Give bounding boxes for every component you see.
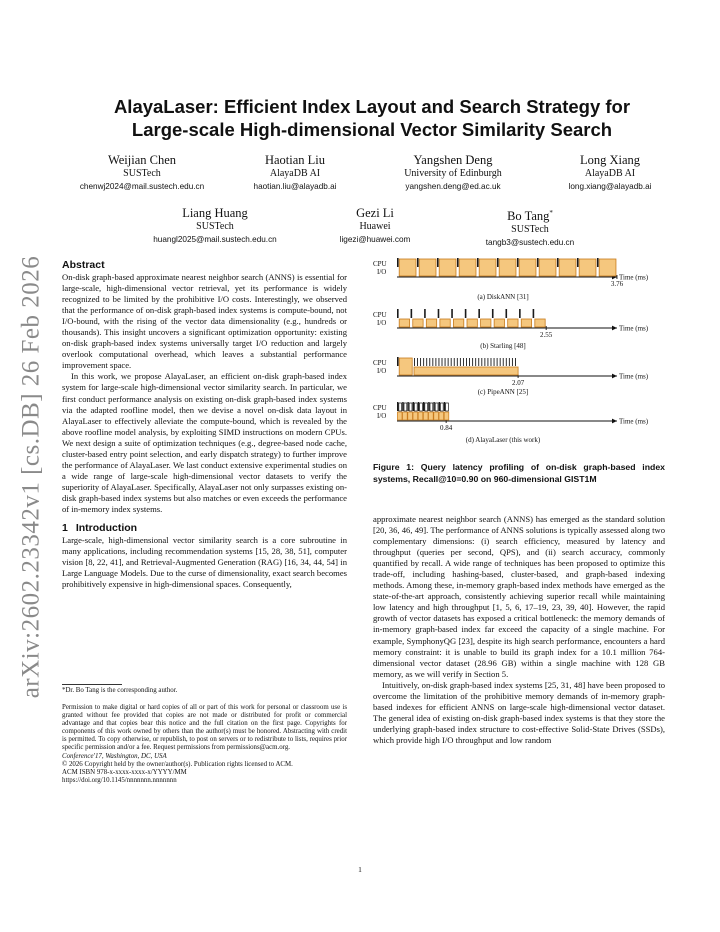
- latency-timeline-chart: [373, 256, 713, 456]
- cpu-compute-bar: [454, 358, 455, 366]
- cpu-compute-bar: [407, 402, 408, 411]
- cpu-compute-bar: [397, 258, 399, 267]
- cpu-compute-bar: [509, 358, 510, 366]
- title-line-1: AlayaLaser: Efficient Index Layout and Search Strategy for: [113, 96, 631, 117]
- io-block: [440, 319, 450, 327]
- abstract-paragraph-2: In this work, we propose AlayaLaser, an efficient on-disk graph-based index system for large-scale high-dimensional vector similarity search. In particular, we first conduct performance analysis on existing on-disk graph-based index systems via the adapted roofline model, then we devise a novel on-disk data layout in AlayaLaser to effectively alleviate the compute-bound, which is revealed by the above roofline model analysis, by exploiting SIMD instructions on modern CPUs. We next design a suite of optimization techniques (e.g., degree-based node cache, cluster-based entry point selection, and early dispatch strategy) to further improve the performance of AlayaLaser. We last conduct extensive experimental studies on a wide range of large-scale high-dimensional vector datasets to verify the superiority of AlayaLaser. Specifically, AlayaLaser not only surpasses existing on-disk graph-based index systems but also matches or even exceeds the performance of in-memory index systems.: [62, 371, 347, 514]
- io-block: [399, 319, 409, 327]
- author-block: [62, 153, 222, 193]
- io-block: [459, 259, 476, 276]
- cpu-compute-bar: [417, 358, 418, 366]
- io-block: [439, 412, 444, 420]
- io-block: [414, 367, 518, 375]
- doi-line: https://doi.org/10.1145/nnnnnnn.nnnnnnn: [62, 776, 177, 784]
- author-name: Yangshen Deng: [413, 153, 493, 167]
- author-block: [300, 206, 450, 249]
- io-block: [467, 319, 477, 327]
- author-name: Haotian Liu: [264, 153, 326, 167]
- author-name: Gezi Li: [356, 206, 394, 220]
- figure-caption: Figure 1: Query latency profiling of on-disk graph-based index systems, Recall@10=0.90 on 960-dimensional GIST1M: [373, 462, 665, 484]
- io-block: [599, 259, 616, 276]
- permission-block: [62, 704, 347, 785]
- axis-title: Time (ms): [619, 372, 649, 381]
- io-block: [494, 319, 504, 327]
- cpu-compute-slot: [446, 403, 449, 411]
- io-block: [413, 412, 418, 420]
- cpu-compute-bar: [420, 358, 421, 366]
- left-column: [62, 258, 347, 590]
- io-block: [499, 259, 516, 276]
- copyright-line: © 2026 Copyright held by the owner/author(s). Publication rights licensed to ACM.: [62, 760, 293, 768]
- cpu-compute-bar: [438, 358, 439, 366]
- author-email: tangb3@sustech.edu.cn: [485, 238, 575, 248]
- cpu-compute-slot: [399, 403, 402, 411]
- cpu-compute-bar: [500, 358, 501, 366]
- io-block: [508, 319, 518, 327]
- io-block: [481, 319, 491, 327]
- io-block: [521, 319, 531, 327]
- cpu-compute-bar: [451, 309, 453, 318]
- latency-value-label: 3.76: [610, 280, 624, 288]
- cpu-compute-bar: [417, 258, 419, 267]
- cpu-compute-bar: [445, 358, 446, 366]
- author-email: ligezi@huawei.com: [339, 235, 411, 244]
- author-email: yangshen.deng@ed.ac.uk: [405, 182, 501, 191]
- cpu-compute-bar: [469, 358, 470, 366]
- io-row-label: I/O: [377, 412, 387, 420]
- author-email: huangl2025@mail.sustech.edu.cn: [153, 235, 277, 244]
- cpu-compute-bar: [597, 258, 599, 267]
- cpu-row-label: CPU: [373, 359, 387, 367]
- author-row-1: [62, 153, 682, 193]
- cpu-row-label: CPU: [373, 404, 387, 412]
- right-paragraph-1: approximate nearest neighbor search (ANNS) has emerged as the standard solution [20, 36, 46, 49]. The performance of ANNS solutions is typically assessed along two complementary dimensions: (i) search efficiency, measured by latency and throughput (queries per second, QPS), and (ii) search accuracy, commonly quantified by recall. A wide range of techniques has been proposed to optimize this trade-off, including hashing-based, cluster-based, and graph-based indexing methods. Among these, in-memory graph-based index methods have emerged as the state-of-the-art approach, consistently achieving superior recall while maintaining low latency and high throughput [1, 5, 6, 17–19, 23, 39, 40]. However, the rapid growth of vector datasets has exposed a critical bottleneck: the memory demands of in-memory graph-based index far exceed the capacity of a single machine. For example, SymphonyQG [23], despite its high search performance, encounters a hard memory constraint: it is unable to build its graph index for a 10.1 million 764-dimensional vector dataset (28.96 GB) within a single machine with 128 GB memory, as we will verify in Section 5.: [373, 514, 665, 679]
- io-block: [399, 259, 416, 276]
- io-block: [426, 319, 436, 327]
- cpu-compute-slot: [420, 403, 423, 411]
- cpu-compute-bar: [439, 402, 440, 411]
- corresponding-author-note: *Dr. Bo Tang is the corresponding author.: [62, 687, 178, 694]
- io-block: [397, 412, 402, 420]
- cpu-compute-bar: [494, 358, 495, 366]
- cpu-compute-slot: [414, 403, 417, 411]
- latency-value-label: 2.55: [540, 331, 553, 339]
- author-affiliation: SUSTech: [123, 168, 161, 179]
- cpu-compute-bar: [533, 309, 535, 318]
- cpu-compute-bar: [487, 358, 488, 366]
- cpu-row-label: CPU: [373, 311, 387, 319]
- cpu-compute-bar: [475, 358, 476, 366]
- io-block: [418, 412, 423, 420]
- author-affiliation: Huawei: [359, 221, 391, 232]
- cpu-compute-bar: [413, 402, 414, 411]
- cpu-compute-bar: [492, 309, 494, 318]
- author-email: long.xiang@alayadb.ai: [568, 182, 652, 191]
- author-affiliation: AlayaDB AI: [584, 168, 636, 179]
- abstract-heading: Abstract: [62, 259, 105, 271]
- axis-title: Time (ms): [619, 417, 649, 426]
- author-block: [450, 206, 610, 249]
- cpu-compute-slot: [404, 403, 407, 411]
- io-block: [453, 319, 463, 327]
- section-title: Introduction: [75, 522, 138, 535]
- author-name: Long Xiang: [579, 153, 641, 167]
- io-block: [439, 259, 456, 276]
- io-block: [419, 259, 436, 276]
- panel-caption: (c) PipeANN [25]: [477, 388, 529, 396]
- cpu-compute-bar: [397, 357, 399, 366]
- author-email: haotian.liu@alayadb.ai: [253, 182, 337, 191]
- author-name-text: Bo Tang: [507, 209, 550, 224]
- author-block: [130, 206, 300, 249]
- cpu-compute-bar: [429, 358, 430, 366]
- cpu-compute-bar: [503, 358, 504, 366]
- cpu-row-label: CPU: [373, 260, 387, 268]
- cpu-compute-bar: [512, 358, 513, 366]
- cpu-compute-bar: [402, 402, 403, 411]
- author-name: Weijian Chen: [107, 153, 177, 167]
- cpu-compute-bar: [557, 258, 559, 267]
- cpu-compute-bar: [517, 258, 519, 267]
- cpu-compute-bar: [478, 309, 480, 318]
- author-affiliation: SUSTech: [196, 221, 234, 232]
- cpu-compute-bar: [505, 309, 507, 318]
- cpu-compute-slot: [425, 403, 428, 411]
- io-block: [539, 259, 556, 276]
- io-block: [444, 412, 449, 420]
- io-row-label: I/O: [377, 319, 387, 327]
- author-block: [538, 153, 682, 193]
- cpu-compute-bar: [435, 358, 436, 366]
- cpu-compute-bar: [463, 358, 464, 366]
- io-block: [479, 259, 496, 276]
- axis-arrow: [612, 419, 617, 424]
- right-column: [373, 514, 665, 746]
- cpu-compute-bar: [418, 402, 419, 411]
- latency-value-label: 0.84: [440, 424, 453, 432]
- io-block: [403, 412, 408, 420]
- axis-title: Time (ms): [619, 273, 649, 282]
- io-block: [559, 259, 576, 276]
- author-affiliation: University of Edinburgh: [404, 168, 502, 179]
- panel-caption: (d) AlayaLaser (this work): [465, 436, 541, 444]
- permission-notice: Permission to make digital or hard copies of all or part of this work for personal or classroom use is granted without fee provided that copies are not made or distributed for profit or commercial advantage and that copies bear this notice and the full citation on the first page. Copyrights for components of this work owned by others than the author(s) must be honored. Abstracting with credit is permitted. To copy otherwise, or republish, to post on servers or to redistribute to lists, requires prior specific permission and/or a fee. Request permissions from permissions@acm.org.: [62, 704, 347, 752]
- isbn-line: ACM ISBN 978-x-xxxx-xxxx-x/YYYY/MM: [62, 768, 187, 776]
- io-block: [429, 412, 434, 420]
- io-block: [535, 319, 545, 327]
- cpu-compute-slot: [435, 403, 438, 411]
- corresponding-mark: *: [549, 209, 553, 217]
- panel-caption: (b) Starling [48]: [480, 342, 526, 350]
- cpu-compute-bar: [478, 358, 479, 366]
- footnote-rule: [62, 684, 122, 685]
- io-block: [519, 259, 536, 276]
- cpu-compute-bar: [423, 402, 424, 411]
- title-line-2: Large-scale High-dimensional Vector Similarity Search: [131, 119, 613, 140]
- cpu-compute-bar: [537, 258, 539, 267]
- paper-title: [62, 95, 682, 141]
- cpu-compute-bar: [460, 358, 461, 366]
- cpu-compute-bar: [515, 358, 516, 366]
- cpu-compute-bar: [519, 309, 521, 318]
- cpu-compute-bar: [465, 309, 467, 318]
- cpu-compute-bar: [484, 358, 485, 366]
- cpu-compute-slot: [440, 403, 443, 411]
- cpu-compute-bar: [424, 309, 426, 318]
- arxiv-identifier: [12, 255, 50, 699]
- cpu-compute-bar: [397, 402, 398, 411]
- arxiv-id-text: arXiv:2602.23342v1 [cs.DB] 26 Feb 2026: [17, 255, 45, 699]
- cpu-compute-bar: [481, 358, 482, 366]
- section-number: 1: [62, 522, 68, 535]
- cpu-compute-bar: [432, 358, 433, 366]
- cpu-compute-bar: [397, 309, 399, 318]
- cpu-compute-bar: [444, 402, 445, 411]
- io-block: [434, 412, 439, 420]
- axis-arrow: [612, 326, 617, 331]
- author-affiliation: AlayaDB AI: [269, 168, 321, 179]
- author-name: [450, 206, 610, 224]
- author-email: chenwj2024@mail.sustech.edu.cn: [79, 182, 205, 191]
- cpu-compute-bar: [477, 258, 479, 267]
- author-block: [222, 153, 368, 193]
- cpu-compute-bar: [491, 358, 492, 366]
- right-paragraph-2: Intuitively, on-disk graph-based index systems [25, 31, 48] have been proposed to overcome the limitation of the prohibitive memory demands of in-memory graph-based indexes for efficient ANNS on large-scale high-dimensional vector dataset. The general idea of existing on-disk graph-based index systems is that they store the underlying graph-based index structure to cost-effective Solid-State Drives (SSDs), which provide high I/O throughput and low random: [373, 679, 665, 745]
- cpu-compute-bar: [423, 358, 424, 366]
- cpu-compute-bar: [433, 402, 434, 411]
- author-affiliation: SUSTech: [511, 224, 549, 236]
- cpu-compute-bar: [497, 358, 498, 366]
- io-row-label: I/O: [377, 268, 387, 276]
- cpu-compute-bar: [497, 258, 499, 267]
- author-block: [368, 153, 538, 193]
- cpu-compute-bar: [428, 402, 429, 411]
- cpu-compute-bar: [466, 358, 467, 366]
- cpu-compute-bar: [442, 358, 443, 366]
- cpu-compute-bar: [457, 358, 458, 366]
- io-block: [408, 412, 413, 420]
- cpu-compute-bar: [448, 358, 449, 366]
- cpu-compute-slot: [409, 403, 412, 411]
- introduction-paragraph-1: Large-scale, high-dimensional vector similarity search is a core subroutine in many applications, including recommendation systems [15, 28, 38, 51], computer vision [8, 22, 41], and Retrieval-Augmented Generation (RAG) [16, 34, 44, 54] in Large Language Models. Due to the curse of dimensionality, exact search becomes prohibitively expensive in high-dimensional spaces. Consequently,: [62, 535, 347, 590]
- cpu-compute-bar: [451, 358, 452, 366]
- cpu-compute-bar: [437, 258, 439, 267]
- cpu-compute-bar: [457, 258, 459, 267]
- io-block: [423, 412, 428, 420]
- latency-value-label: 2.07: [511, 379, 525, 387]
- cpu-compute-bar: [472, 358, 473, 366]
- panel-caption: (a) DiskANN [31]: [477, 293, 529, 301]
- page-number: 1: [358, 865, 362, 874]
- cpu-compute-bar: [438, 309, 440, 318]
- cpu-compute-bar: [426, 358, 427, 366]
- io-block: [399, 358, 412, 375]
- figure-1: [373, 256, 713, 492]
- author-name: Liang Huang: [182, 206, 248, 220]
- io-block: [579, 259, 596, 276]
- io-row-label: I/O: [377, 367, 387, 375]
- axis-arrow: [612, 374, 617, 379]
- io-block: [413, 319, 423, 327]
- cpu-compute-bar: [506, 358, 507, 366]
- cpu-compute-slot: [430, 403, 433, 411]
- cpu-compute-bar: [577, 258, 579, 267]
- cpu-compute-bar: [414, 358, 415, 366]
- introduction-heading: [62, 521, 347, 535]
- axis-title: Time (ms): [619, 324, 649, 333]
- author-row-2: [130, 206, 610, 249]
- cpu-compute-bar: [411, 309, 413, 318]
- abstract-paragraph-1: On-disk graph-based approximate nearest neighbor search (ANNS) is essential for large-scale, high-dimensional vector retrieval, yet its performance is widely recognized to be limited by the prohibitive I/O costs. Interestingly, we observed that the performance of on-disk graph-based index systems is compute-bound, not I/O-bound, with the rising of the vector data dimensionality (e.g., hundreds or thousands). This insight uncovers a significant optimization opportunity: existing on-disk graph-based index systems universally target I/O reduction and largely overlook computational overhead, which leaves a substantial performance improvement space.: [62, 272, 347, 371]
- conference-line: Conference'17, Washington, DC, USA: [62, 752, 167, 760]
